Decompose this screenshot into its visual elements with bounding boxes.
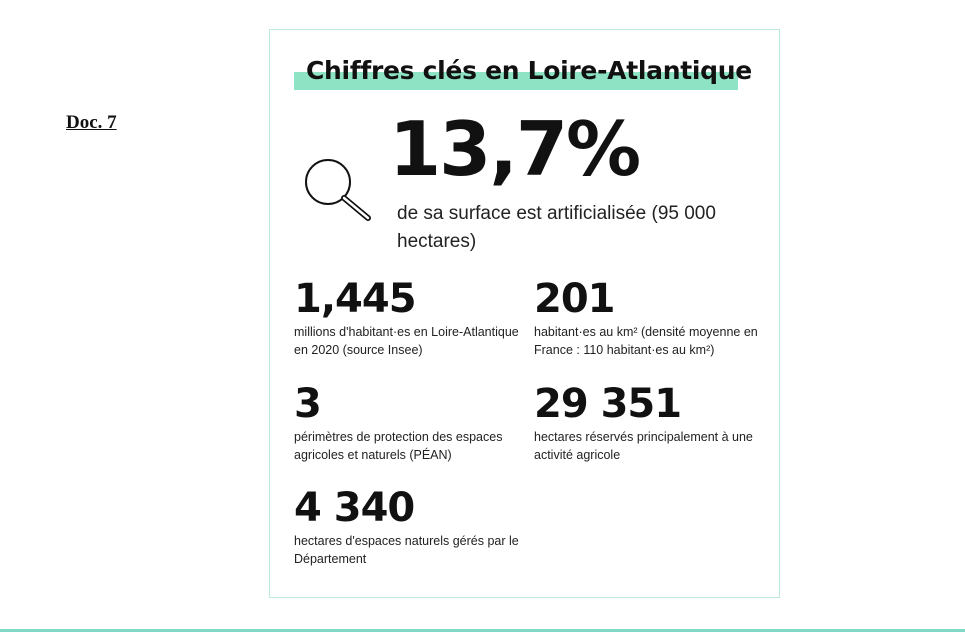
stat-value: 201	[534, 276, 615, 322]
stat-description: millions d'habitant·es en Loire-Atlantique en 2020 (source Insee)	[294, 325, 519, 357]
stat-description: périmètres de protection des espaces agricoles et naturels (PÉAN)	[294, 430, 503, 462]
doc-label: Doc. 7	[66, 112, 117, 133]
stat-agricultural-hectares	[534, 382, 764, 464]
stat-description: hectares d'espaces naturels gérés par le Département	[294, 534, 519, 566]
stat-natural-spaces	[294, 486, 524, 568]
stat-description: hectares réservés principalement à une activité agricole	[534, 430, 753, 462]
stat-value: 3	[294, 381, 321, 427]
headline-value: 13,7%	[389, 105, 640, 193]
stat-description: habitant·es au km² (densité moyenne en France : 110 habitant·es au km²)	[534, 325, 758, 357]
headline-description: de sa surface est artificialisée (95 000 hectares)	[397, 203, 716, 252]
stat-value: 4 340	[294, 485, 415, 531]
card-title: Chiffres clés en Loire-Atlantique	[306, 56, 752, 85]
key-figures-card	[269, 29, 780, 598]
stat-value: 1,445	[294, 276, 416, 322]
stat-value: 29 351	[534, 381, 682, 427]
stat-density	[534, 277, 764, 359]
stat-population	[294, 277, 524, 359]
magnifying-glass-icon	[302, 158, 374, 222]
stat-pean	[294, 382, 524, 464]
